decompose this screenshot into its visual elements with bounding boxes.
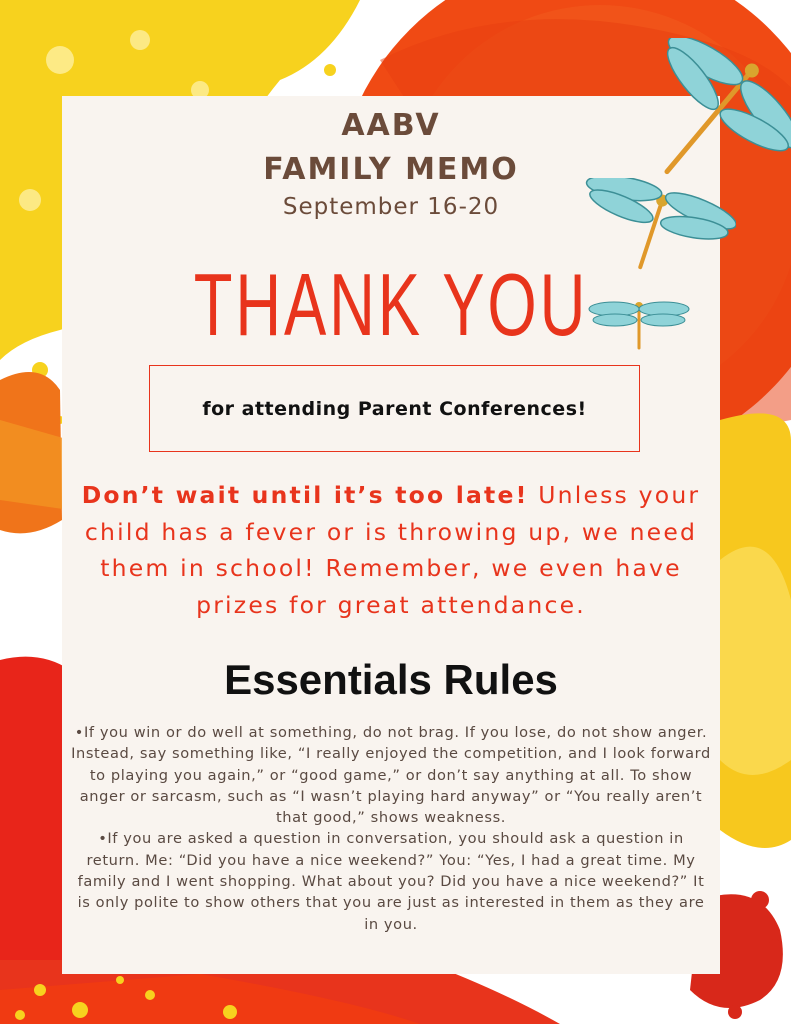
conference-text: for attending Parent Conferences!	[202, 397, 587, 420]
attendance-emphasis: Don’t wait until it’s too late!	[81, 481, 529, 509]
rule-item: •If you win or do well at something, do not brag. If you lose, do not show anger. Instead, say something like, “I really enjoyed the competition, and I look forward to playing you again,” or “good game,” or don’t say anything at all. To show anger or sarcasm, such as “I wasn’t playing hard anyway” or “You really aren’t that good,” shows weakness.	[71, 724, 711, 827]
attendance-text: Unless your child has a fever or is throwing up, we need them in school! Remember, we even have prizes for great attendance.	[84, 481, 701, 619]
attendance-message	[70, 477, 712, 623]
rule-item: •If you are asked a question in conversation, you should ask a question in return. Me: “Did you have a nice weekend?” You: “Yes, I had a great time. My family and I went shopping. What about you? Did you have a nice weekend?” It is only polite to show others that you are just as interested in them as they are in you.	[77, 830, 705, 933]
memo-title: FAMILY MEMO	[263, 152, 519, 187]
conference-box	[149, 365, 640, 452]
thank-you-heading: THANK YOU	[193, 255, 589, 354]
memo-org: AABV	[341, 108, 441, 143]
memo-date: September 16-20	[282, 194, 500, 220]
rules-list	[70, 722, 712, 935]
rules-heading: Essentials Rules	[224, 656, 558, 703]
